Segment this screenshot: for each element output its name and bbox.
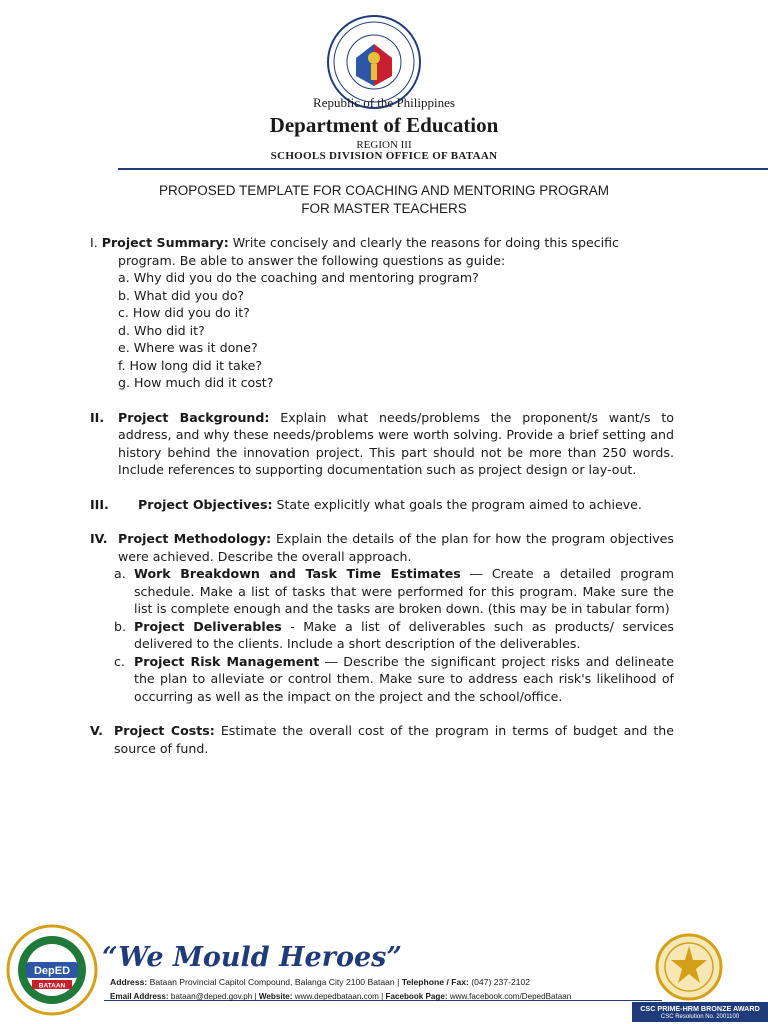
guide-question: c. How did you do it? [118, 305, 250, 320]
item-text: ― Create a detailed program schedule. Make a list of tasks that were performed for this program. Make sure the list is complete enough and the tasks are broken down. (this may be in tabular form) [134, 566, 674, 616]
section-number: II. [90, 409, 105, 425]
address-value: Bataan Provincial Capitol Compound, Balanga City 2100 Bataan | [147, 977, 402, 987]
phone-label: Telephone / Fax: [401, 977, 469, 987]
guide-question: b. What did you do? [118, 287, 245, 303]
section-heading: Project Methodology: [118, 531, 272, 546]
phone-value: (047) 237-2102 [468, 977, 531, 987]
footer-contact-line [110, 992, 571, 1001]
department-title: Department of Education [269, 113, 499, 137]
methodology-item [90, 565, 674, 618]
section-number: I. [90, 235, 98, 250]
section-text: Explain the details of the plan for how the program objectives were achieved. Describe the overall approach. [118, 531, 674, 564]
section-heading: Project Summary: [101, 235, 229, 250]
item-letter: b. [114, 618, 126, 634]
header-divider [118, 168, 768, 170]
republic-line: Republic of the Philippines [313, 95, 455, 110]
csc-award-badge-icon [654, 932, 724, 1002]
guide-question: e. Where was it done? [118, 340, 258, 355]
section-text: Explain what needs/problems the proponent/s want/s to address, and why these needs/problems were worth solving. Provide a brief setting and history behind the innovation project. This part should not be more than 250 words. Include references to supporting documentation such as project design or lay-out. [118, 409, 675, 477]
section-heading: Project Background: [118, 409, 270, 425]
section-text: Estimate the overall cost of the program in terms of budget and the source of fund. [114, 723, 675, 756]
guide-question: d. Who did it? [118, 322, 205, 338]
document-body [90, 234, 674, 774]
section-number: IV. [90, 531, 108, 546]
document-title [0, 182, 768, 218]
methodology-item [90, 618, 674, 653]
section-number: V. [90, 723, 103, 738]
section-heading: Project Objectives: [138, 496, 273, 512]
item-heading: Work Breakdown and Task Time Estimates [134, 566, 461, 581]
website-value: www.depedbataan.com | [292, 992, 386, 1001]
footer-address-line [110, 977, 530, 987]
section-project-background [90, 409, 674, 479]
footer-motto: “We Mould Heroes” [102, 942, 402, 973]
methodology-item [90, 653, 674, 706]
guide-question: g. How much did it cost? [118, 375, 274, 390]
email-label: Email Address: [110, 992, 169, 1001]
section-text-cont: program. Be able to answer the following questions as guide: [118, 252, 506, 268]
section-text: Write concisely and clearly the reasons for doing this specific [228, 235, 619, 250]
section-project-objectives [90, 496, 674, 514]
section-project-methodology [90, 530, 674, 705]
guide-question: a. Why did you do the coaching and mentoring program? [118, 270, 479, 285]
item-text: ― Describe the significant project risks and delineate the plan to alleviate or control them. Make sure to address each risk's likelihood of occurring as well as the impact on the project and the school/office. [134, 653, 674, 704]
email-value: bataan@deped.gov.ph | [168, 992, 259, 1001]
section-text: State explicitly what goals the program aimed to achieve. [272, 496, 642, 512]
title-line-1: PROPOSED TEMPLATE FOR COACHING AND MENTORING PROGRAM [158, 183, 610, 198]
item-heading: Project Risk Management [134, 653, 320, 669]
facebook-label: Facebook Page: [385, 992, 448, 1001]
award-title: CSC PRIME-HRM BRONZE AWARD [640, 1004, 760, 1013]
csc-award-label [632, 1002, 768, 1022]
item-heading: Project Deliverables [134, 618, 282, 634]
item-letter: c. [114, 653, 125, 669]
title-line-2: FOR MASTER TEACHERS [301, 201, 467, 216]
item-text: - Make a list of deliverables such as products/ services delivered to the clients. Include a short description of the deliverables. [134, 618, 674, 651]
section-project-summary [90, 234, 674, 392]
division-office-line: SCHOOLS DIVISION OFFICE OF BATAAN [270, 150, 498, 162]
facebook-value: www.facebook.com/DepedBataan [447, 992, 572, 1001]
item-letter: a. [114, 566, 126, 581]
guide-question: f. How long did it take? [118, 357, 263, 373]
award-resolution: CSC Resolution No. 2001100 [660, 1014, 740, 1020]
logo-text: DepED [33, 965, 71, 977]
section-project-costs [90, 722, 674, 757]
logo-subtext: BATAAN [38, 982, 66, 990]
address-label: Address: [110, 977, 148, 987]
region-line: REGION III [356, 139, 412, 151]
section-number: III. [90, 496, 109, 512]
section-heading: Project Costs: [114, 723, 215, 738]
deped-bataan-logo [6, 924, 98, 1016]
website-label: Website: [258, 992, 293, 1001]
